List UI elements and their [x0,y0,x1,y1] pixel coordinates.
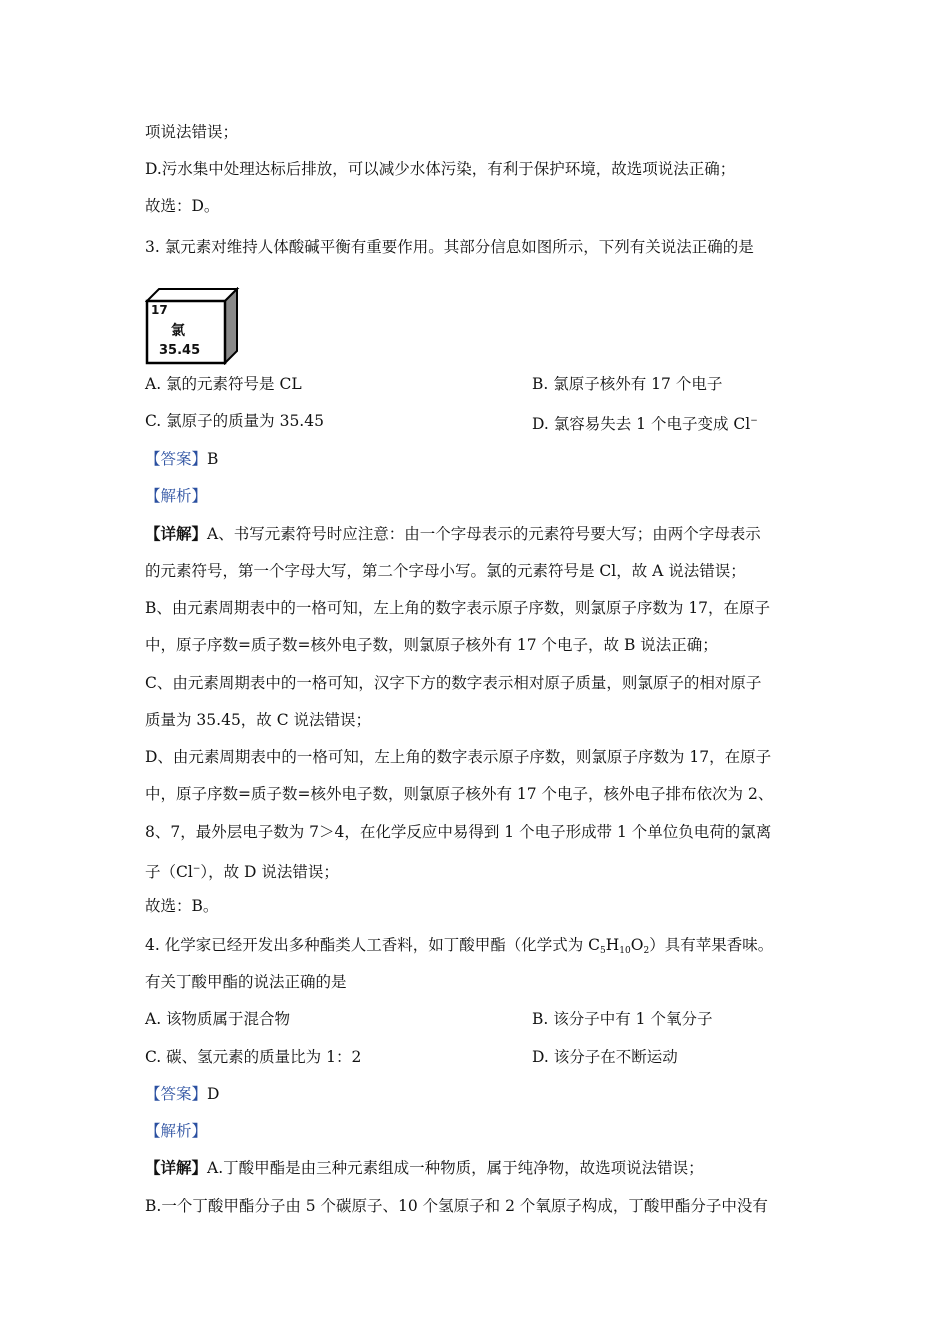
answer-tag: 【答案】 [145,1085,208,1103]
q4-analysis-tag: 【解析】 [145,1122,208,1140]
prev-line-1: 项说法错误； [145,123,239,141]
q3-option-b: B. 氯原子核外有 17 个电子 [532,375,723,393]
q3-stem: 3. 氯元素对维持人体酸碱平衡有重要作用。其部分信息如图所示，下列有关说法正确的是 [145,238,754,256]
element-name: 氯 [171,323,185,339]
q3-answer: 【答案】B [145,450,219,468]
q4-stem-2: 有关丁酸甲酯的说法正确的是 [145,973,347,991]
q3-detail-1: 【详解】A、书写元素符号时应注意：由一个字母表示的元素符号要大写；由两个字母表示 [145,524,761,543]
q3-detail-5: C、由元素周期表中的一格可知，汉字下方的数字表示相对原子质量，则氯原子的相对原子 [145,674,762,692]
q3-detail-11: 故选：B。 [145,897,219,915]
q3-detail-6: 质量为 35.45，故 C 说法错误； [145,711,372,729]
detail-tag: 【详解】 [145,1158,208,1177]
q4-option-d: D. 该分子在不断运动 [532,1048,678,1066]
q4-option-a: A. 该物质属于混合物 [145,1010,291,1028]
q3-option-d: D. 氯容易失去 1 个电子变成 Cl− [532,415,758,433]
q3-detail-2: 的元素符号，第一个字母大写，第二个字母小写。氯的元素符号是 Cl，故 A 说法错误； [145,562,746,580]
element-number: 17 [151,303,168,317]
answer-tag: 【答案】 [145,450,208,468]
q3-detail-8: 中，原子序数=质子数=核外电子数，则氯原子核外有 17 个电子，核外电子排布依次为 2、 [145,785,774,803]
element-cell-figure [145,287,240,365]
q3-option-c: C. 氯原子的质量为 35.45 [145,412,324,430]
q4-answer: 【答案】D [145,1085,220,1103]
prev-line-2: D.污水集中处理达标后排放，可以减少水体污染，有利于保护环境，故选项说法正确； [145,160,736,178]
q3-detail-4: 中，原子序数=质子数=核外电子数，则氯原子核外有 17 个电子，故 B 说法正确； [145,636,718,654]
q4-option-b: B. 该分子中有 1 个氧分子 [532,1010,713,1028]
detail-tag: 【详解】 [145,524,208,543]
q3-analysis-tag: 【解析】 [145,487,208,505]
q3-detail-3: B、由元素周期表中的一格可知，左上角的数字表示原子序数，则氯原子序数为 17，在原子 [145,599,771,617]
q3-detail-7: D、由元素周期表中的一格可知，左上角的数字表示原子序数，则氯原子序数为 17，在原子 [145,748,772,766]
q3-detail-9: 8、7，最外层电子数为 7＞4，在化学反应中易得到 1 个电子形成带 1 个单位负电荷的氯离 [145,823,772,841]
q4-detail-2: B.一个丁酸甲酯分子由 5 个碳原子、10 个氢原子和 2 个氧原子构成，丁酸甲酯分子中没有 [145,1197,768,1215]
prev-line-3: 故选：D。 [145,197,220,215]
q3-option-a: A. 氯的元素符号是 CL [145,375,302,393]
q4-option-c: C. 碳、氢元素的质量比为 1：2 [145,1048,362,1066]
q4-detail-1: 【详解】A.丁酸甲酯是由三种元素组成一种物质，属于纯净物，故选项说法错误； [145,1158,704,1177]
element-mass: 35.45 [159,343,201,358]
q3-detail-10: 子（Cl−），故 D 说法错误； [145,863,339,881]
q4-stem: 4. 化学家已经开发出多种酯类人工香料，如丁酸甲酯（化学式为 $C_5H_{10}O_2$）具有苹果香味。 [145,936,774,956]
